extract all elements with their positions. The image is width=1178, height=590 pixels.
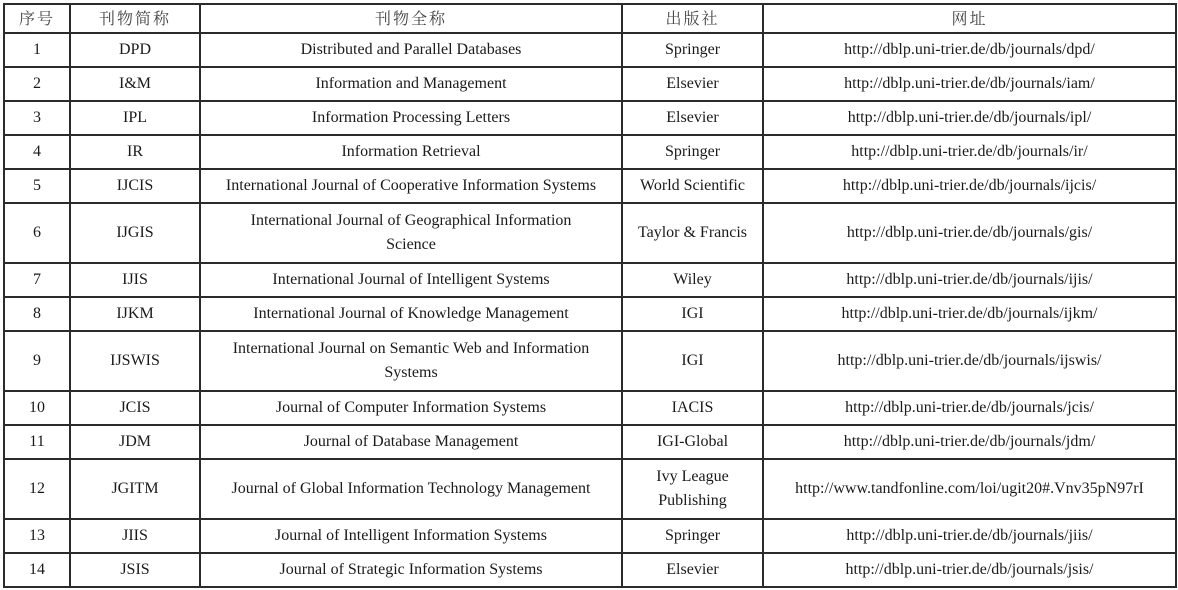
journal-url: http://dblp.uni-trier.de/db/journals/ijis/	[763, 263, 1176, 297]
journal-full-name: International Journal of Cooperative Information Systems	[200, 169, 622, 203]
journal-abbr: IJCIS	[70, 169, 200, 203]
publisher: Elsevier	[622, 101, 763, 135]
row-number: 13	[4, 519, 70, 553]
journal-url: http://dblp.uni-trier.de/db/journals/jdm/	[763, 425, 1176, 459]
publisher: Taylor & Francis	[622, 203, 763, 263]
table-row	[4, 331, 1176, 391]
table-row	[4, 101, 1176, 135]
journal-full-name: Journal of Computer Information Systems	[200, 391, 622, 425]
journal-abbr: IJSWIS	[70, 331, 200, 391]
publisher: Ivy League Publishing	[622, 459, 763, 519]
table-row	[4, 67, 1176, 101]
table-row	[4, 33, 1176, 67]
header-full-name: 刊物全称	[200, 4, 622, 33]
row-number: 7	[4, 263, 70, 297]
row-number: 5	[4, 169, 70, 203]
journal-full-name: Journal of Intelligent Information Systems	[200, 519, 622, 553]
table-row	[4, 135, 1176, 169]
journal-full-name: Information Processing Letters	[200, 101, 622, 135]
publisher: Elsevier	[622, 553, 763, 587]
journal-url: http://dblp.uni-trier.de/db/journals/jsis/	[763, 553, 1176, 587]
row-number: 6	[4, 203, 70, 263]
table-row	[4, 203, 1176, 263]
journal-url: http://dblp.uni-trier.de/db/journals/ipl/	[763, 101, 1176, 135]
journal-abbr: IR	[70, 135, 200, 169]
table-row	[4, 425, 1176, 459]
journal-abbr: IJGIS	[70, 203, 200, 263]
row-number: 8	[4, 297, 70, 331]
journal-full-name: Distributed and Parallel Databases	[200, 33, 622, 67]
row-number: 1	[4, 33, 70, 67]
table-row	[4, 519, 1176, 553]
journal-url: http://dblp.uni-trier.de/db/journals/ijkm/	[763, 297, 1176, 331]
journal-url: http://dblp.uni-trier.de/db/journals/ir/	[763, 135, 1176, 169]
publisher: Wiley	[622, 263, 763, 297]
journal-full-name: Journal of Global Information Technology Management	[200, 459, 622, 519]
publisher: IGI	[622, 297, 763, 331]
publisher: World Scientific	[622, 169, 763, 203]
journal-abbr: JCIS	[70, 391, 200, 425]
publisher: IGI-Global	[622, 425, 763, 459]
journal-url: http://dblp.uni-trier.de/db/journals/dpd/	[763, 33, 1176, 67]
header-publisher: 出版社	[622, 4, 763, 33]
journal-abbr: JIIS	[70, 519, 200, 553]
row-number: 11	[4, 425, 70, 459]
journal-url: http://www.tandfonline.com/loi/ugit20#.Vnv35pN97rI	[763, 459, 1176, 519]
journal-url: http://dblp.uni-trier.de/db/journals/iam/	[763, 67, 1176, 101]
journal-abbr: JSIS	[70, 553, 200, 587]
journal-abbr: I&M	[70, 67, 200, 101]
journal-url: http://dblp.uni-trier.de/db/journals/jiis/	[763, 519, 1176, 553]
journal-url: http://dblp.uni-trier.de/db/journals/ijcis/	[763, 169, 1176, 203]
row-number: 2	[4, 67, 70, 101]
table-row	[4, 459, 1176, 519]
row-number: 12	[4, 459, 70, 519]
journal-full-name: International Journal of Knowledge Management	[200, 297, 622, 331]
header-url: 网址	[763, 4, 1176, 33]
journal-full-name: International Journal of Geographical Information Science	[200, 203, 622, 263]
row-number: 3	[4, 101, 70, 135]
journal-full-name: International Journal on Semantic Web and Information Systems	[200, 331, 622, 391]
journal-url: http://dblp.uni-trier.de/db/journals/jcis/	[763, 391, 1176, 425]
table-row	[4, 297, 1176, 331]
row-number: 4	[4, 135, 70, 169]
row-number: 10	[4, 391, 70, 425]
journal-abbr: JGITM	[70, 459, 200, 519]
table-row	[4, 263, 1176, 297]
journal-abbr: JDM	[70, 425, 200, 459]
publisher: Elsevier	[622, 67, 763, 101]
journal-url: http://dblp.uni-trier.de/db/journals/gis/	[763, 203, 1176, 263]
header-abbr: 刊物简称	[70, 4, 200, 33]
journal-full-name: Information and Management	[200, 67, 622, 101]
journal-table	[3, 3, 1177, 588]
table-row	[4, 391, 1176, 425]
publisher: Springer	[622, 519, 763, 553]
row-number: 9	[4, 331, 70, 391]
publisher: Springer	[622, 33, 763, 67]
journal-abbr: DPD	[70, 33, 200, 67]
table-header-row	[4, 4, 1176, 33]
journal-full-name: Journal of Strategic Information Systems	[200, 553, 622, 587]
journal-url: http://dblp.uni-trier.de/db/journals/ijswis/	[763, 331, 1176, 391]
journal-full-name: Information Retrieval	[200, 135, 622, 169]
row-number: 14	[4, 553, 70, 587]
publisher: IGI	[622, 331, 763, 391]
journal-abbr: IPL	[70, 101, 200, 135]
journal-full-name: Journal of Database Management	[200, 425, 622, 459]
publisher: IACIS	[622, 391, 763, 425]
table-row	[4, 169, 1176, 203]
journal-full-name: International Journal of Intelligent Systems	[200, 263, 622, 297]
journal-abbr: IJIS	[70, 263, 200, 297]
header-no: 序号	[4, 4, 70, 33]
publisher: Springer	[622, 135, 763, 169]
journal-abbr: IJKM	[70, 297, 200, 331]
table-row	[4, 553, 1176, 587]
